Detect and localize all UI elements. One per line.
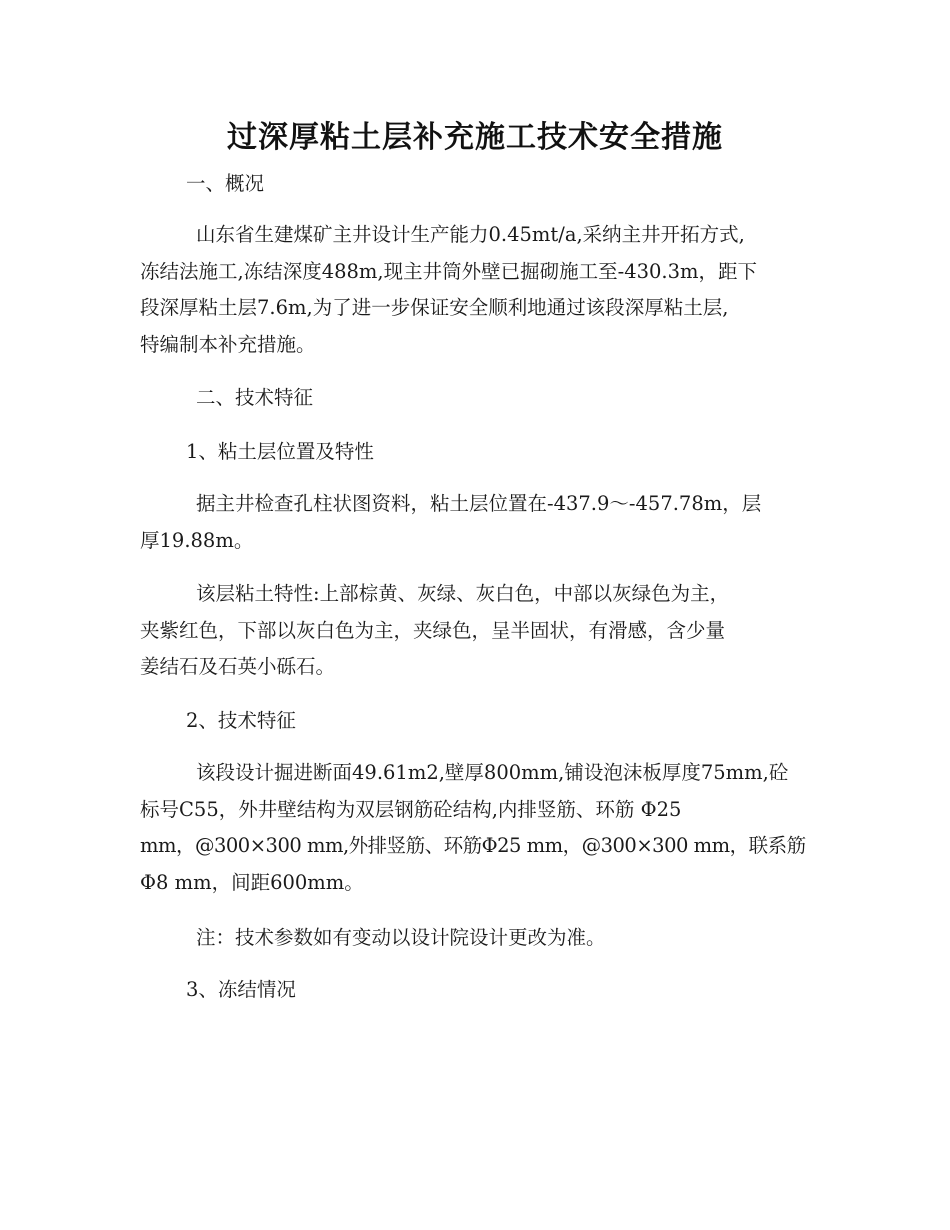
- paragraph-line: 特编制本补充措施。: [140, 332, 316, 356]
- subsection-heading-freezing: 3、冻结情况: [186, 978, 296, 1001]
- paragraph-line: 该层粘土特性:上部棕黄、灰绿、灰白色，中部以灰绿色为主，: [196, 582, 730, 605]
- section-heading-technical: 二、技术特征: [196, 386, 314, 409]
- note-text: 注：技术参数如有变动以设计院设计更改为准。: [196, 926, 606, 949]
- paragraph-line: 夹紫红色，下部以灰白色为主，夹绿色，呈半固状，有滑感，含少量: [140, 618, 726, 642]
- section-heading-overview: 一、概况: [186, 172, 265, 195]
- document-title: 过深厚粘土层补充施工技术安全措施: [227, 120, 723, 155]
- paragraph-line: 该段设计掘进断面49.61m2,壁厚800mm,铺设泡沫板厚度75mm,砼: [196, 761, 789, 784]
- clay-properties-paragraph: [140, 576, 810, 686]
- technical-spec-paragraph: [140, 755, 810, 901]
- paragraph-line: 冻结法施工,冻结深度488m,现主井筒外壁已掘砌施工至-430.3m，距下: [140, 259, 758, 283]
- paragraph-line: 山东省生建煤矿主井设计生产能力0.45mt/a,采纳主井开拓方式,: [196, 223, 745, 246]
- paragraph-line: 厚19.88m。: [140, 528, 254, 552]
- subsection-heading-clay-layer: 1、粘土层位置及特性: [186, 440, 374, 463]
- overview-paragraph: [140, 217, 810, 363]
- paragraph-line: 姜结石及石英小砾石。: [140, 655, 336, 678]
- subsection-heading-technical: 2、技术特征: [186, 709, 296, 732]
- clay-position-paragraph: [140, 486, 810, 559]
- paragraph-line: 标号C55，外井壁结构为双层钢筋砼结构,内排竖筋、环筋 Φ25: [140, 797, 682, 821]
- paragraph-line: 据主井检查孔柱状图资料，粘土层位置在-437.9～-457.78m，层: [196, 492, 762, 515]
- paragraph-line: Φ8 mm，间距600mm。: [140, 870, 364, 894]
- paragraph-line: mm，@300×300 mm,外排竖筋、环筋Φ25 mm，@300×300 mm，联系筋: [140, 834, 806, 857]
- paragraph-line: 段深厚粘土层7.6m,为了进一步保证安全顺利地通过该段深厚粘土层,: [140, 296, 729, 319]
